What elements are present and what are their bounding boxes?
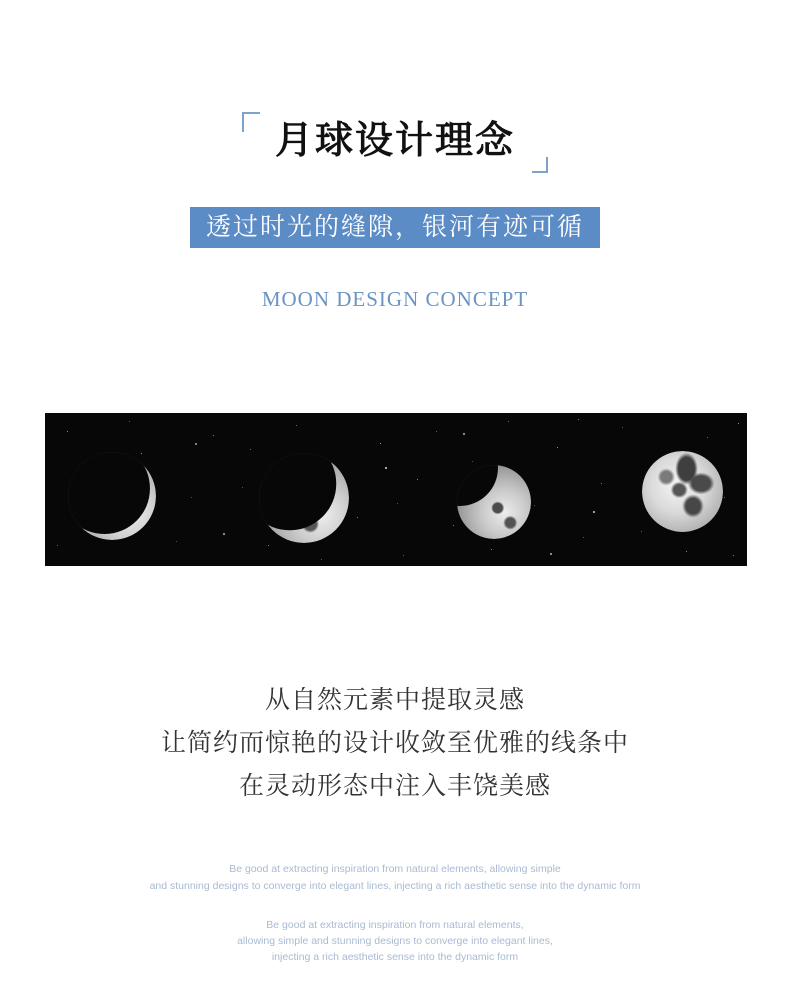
description-english-wide bbox=[0, 861, 790, 895]
moon-waxing-crescent-icon bbox=[259, 453, 349, 543]
slogan-text: 透过时光的缝隙，银河有迹可循 bbox=[205, 213, 584, 241]
moon-waxing-crescent-thin-icon bbox=[68, 452, 156, 540]
description-cn-line-3: 在灵动形态中注入丰饶美感 bbox=[238, 772, 551, 800]
description-en-narrow-line-1: Be good at extracting inspiration from natural elements, bbox=[266, 919, 524, 931]
page-title: 月球设计理念 bbox=[274, 120, 515, 162]
description-en-wide-line-2: and stunning designs to converge into elegant lines, injecting a rich aesthetic sense into the dynamic form bbox=[149, 880, 641, 892]
description-chinese bbox=[0, 679, 790, 808]
subtitle-english: MOON DESIGN CONCEPT bbox=[261, 287, 529, 311]
title-corner-bracket-bottom-right-icon bbox=[532, 157, 548, 173]
moon-surface bbox=[642, 451, 723, 532]
description-en-wide-line-1: Be good at extracting inspiration from natural elements, allowing simple bbox=[229, 863, 561, 875]
moon-phases-image bbox=[45, 413, 747, 566]
moon-waxing-gibbous-icon bbox=[457, 465, 531, 539]
description-cn-line-1: 从自然元素中提取灵感 bbox=[264, 686, 525, 714]
description-en-narrow-line-2: allowing simple and stunning designs to converge into elegant lines, bbox=[237, 935, 553, 947]
slogan-banner bbox=[190, 207, 600, 248]
moon-full-icon bbox=[642, 451, 723, 532]
description-en-narrow-line-3: injecting a rich aesthetic sense into the dynamic form bbox=[271, 951, 519, 963]
description-cn-line-2: 让简约而惊艳的设计收敛至优雅的线条中 bbox=[160, 729, 629, 757]
description-english-narrow bbox=[0, 917, 790, 965]
